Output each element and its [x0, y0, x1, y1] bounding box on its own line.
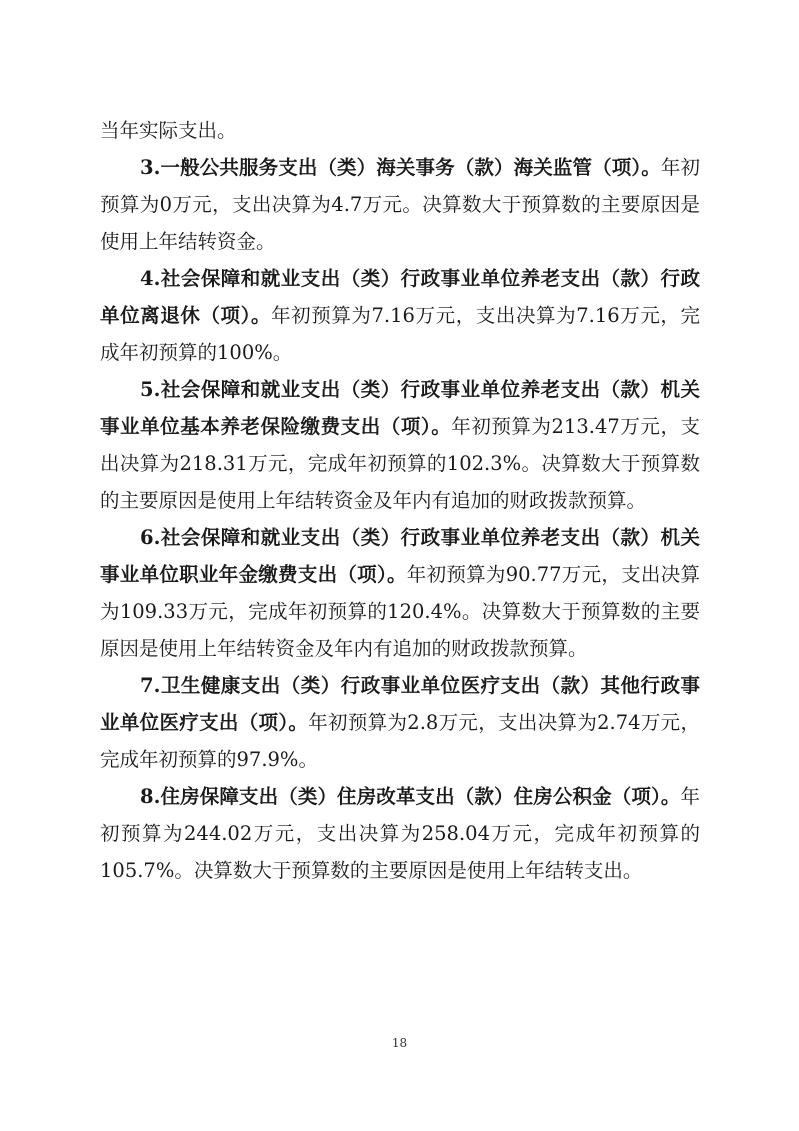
item-8-heading: 8.住房保障支出（类）住房改革支出（款）住房公积金（项）。	[140, 785, 681, 808]
item-6-body: 年初预算为90.77万元，支出决算为109.33万元，完成年初预算的120.4%。决算数大于预算数的主要原因是使用上年结转资金及年内有追加的财政拨款预算。	[100, 563, 700, 660]
item-5-paragraph	[100, 371, 700, 519]
item-4-body: 年初预算为7.16万元，支出决算为7.16万元，完成年初预算的100%。	[100, 304, 700, 364]
item-3-heading: 3.一般公共服务支出（类）海关事务（款）海关监管（项）。	[140, 156, 661, 179]
item-5-heading: 5.社会保障和就业支出（类）行政事业单位养老支出（款）机关事业单位基本养老保险缴费支出（项）。	[100, 378, 700, 438]
item-4-heading: 4.社会保障和就业支出（类）行政事业单位养老支出（款）行政单位离退休（项）。	[100, 267, 700, 327]
page-content	[100, 112, 700, 889]
item-4-paragraph	[100, 260, 700, 371]
intro-paragraph: 当年实际支出。	[100, 119, 237, 142]
item-3-paragraph	[100, 149, 700, 260]
item-7-heading: 7.卫生健康支出（类）行政事业单位医疗支出（款）其他行政事业单位医疗支出（项）。	[100, 674, 700, 734]
item-6-heading: 6.社会保障和就业支出（类）行政事业单位养老支出（款）机关事业单位职业年金缴费支出（项）。	[100, 526, 700, 586]
item-8-paragraph	[100, 778, 700, 889]
item-3-body: 年初预算为0万元，支出决算为4.7万元。决算数大于预算数的主要原因是使用上年结转资金。	[100, 156, 700, 253]
item-7-body: 年初预算为2.8万元，支出决算为2.74万元，完成年初预算的97.9%。	[100, 711, 700, 771]
item-7-paragraph	[100, 667, 700, 778]
item-5-body: 年初预算为213.47万元，支出决算为218.31万元，完成年初预算的102.3%。决算数大于预算数的主要原因是使用上年结转资金及年内有追加的财政拨款预算。	[100, 415, 700, 512]
item-8-body: 年初预算为244.02万元，支出决算为258.04万元，完成年初预算的105.7%。决算数大于预算数的主要原因是使用上年结转支出。	[100, 785, 700, 882]
page-number: 18	[391, 1036, 408, 1050]
item-6-paragraph	[100, 519, 700, 667]
